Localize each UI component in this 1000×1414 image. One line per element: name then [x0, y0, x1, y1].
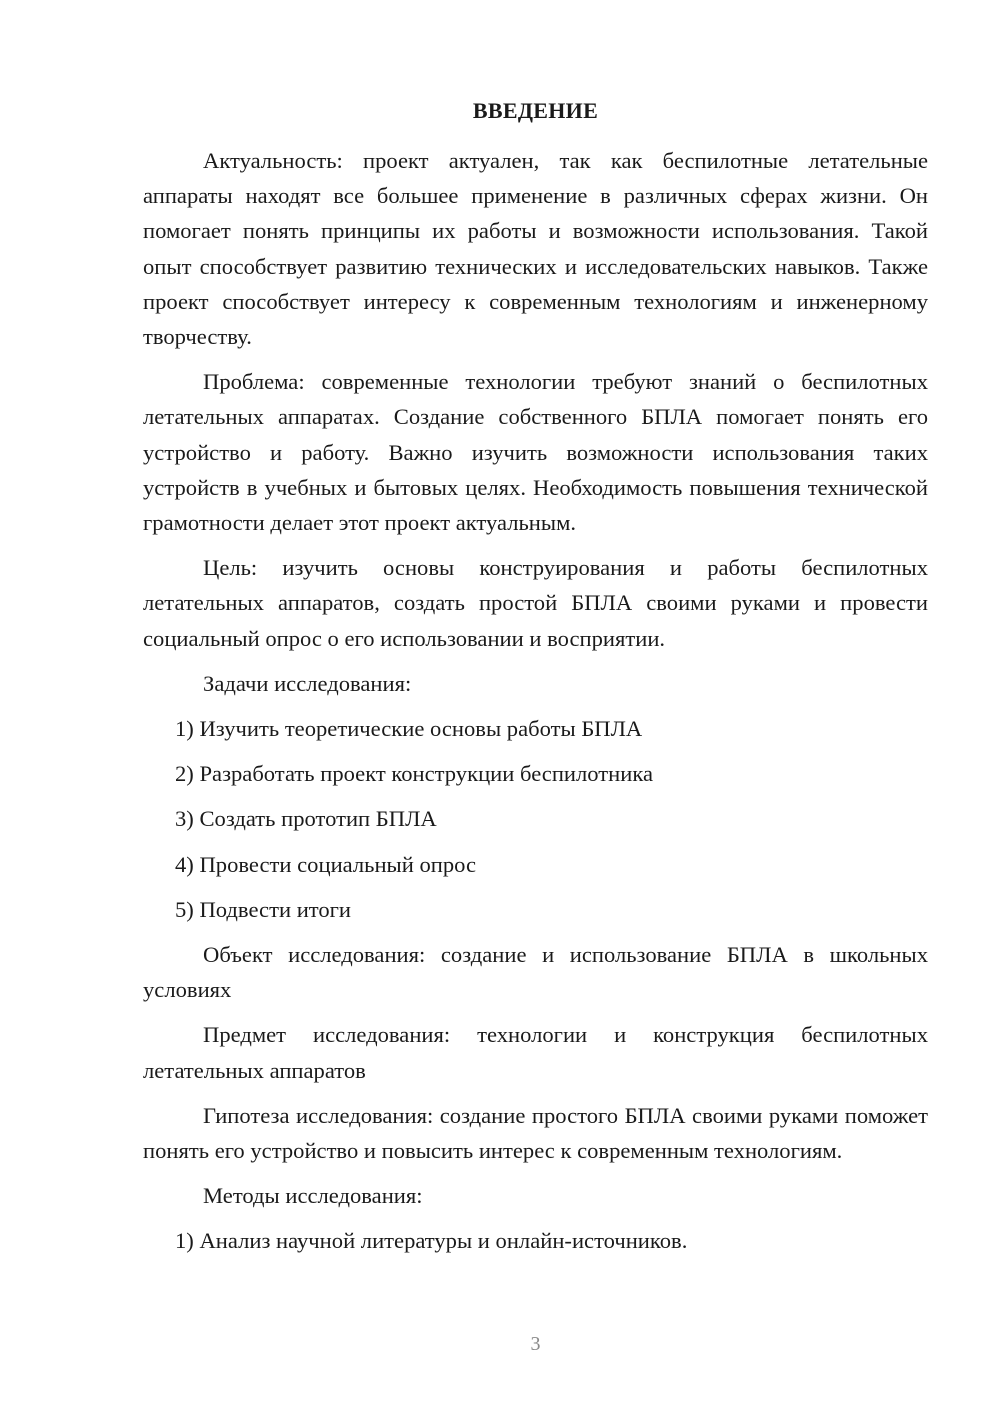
method-item: 1) Анализ научной литературы и онлайн-источников. [175, 1228, 688, 1254]
task-item: 4) Провести социальный опрос [175, 851, 477, 877]
task-item: 5) Подвести итоги [175, 896, 352, 922]
body-text [143, 143, 928, 1269]
methods-label: Методы исследования: [203, 1183, 423, 1209]
page-number: 3 [530, 1333, 541, 1355]
hypothesis-paragraph: Гипотеза исследования: создание простого БПЛА своими руками поможет понять его устройство и повысить интерес к современным технологиям. [143, 1102, 928, 1164]
tasks-label: Задачи исследования: [203, 670, 412, 696]
object-paragraph: Объект исследования: создание и использование БПЛА в школьных условиях [143, 942, 928, 1003]
relevance-paragraph: Актуальность: проект актуален, так как беспилотные летательные аппараты находят все большее применение в различных сферах жизни. Он помогает понять принципы их работы и возможности использования. Такой опыт способствует развитию технических и исследовательских навыков. Также проект способствует интересу к современным технологиям и инженерному творчеству. [143, 148, 928, 350]
problem-paragraph: Проблема: современные технологии требуют знаний о беспилотных летательных аппаратах. Создание собственного БПЛА помогает понять его устройство и работу. Важно изучить возможности использования таких устройств в учебных и бытовых целях. Необходимость повышения технической грамотности делает этот проект актуальным. [143, 369, 928, 536]
document-page [143, 0, 928, 1414]
page-title: ВВЕДЕНИЕ [472, 98, 599, 123]
subject-paragraph: Предмет исследования: технологии и конструкция беспилотных летательных аппаратов [143, 1022, 928, 1083]
task-item: 1) Изучить теоретические основы работы БПЛА [175, 716, 643, 742]
goal-paragraph: Цель: изучить основы конструирования и работы беспилотных летательных аппаратов, создать простой БПЛА своими руками и провести социальный опрос о его использовании и восприятии. [143, 555, 928, 651]
task-item: 3) Создать прототип БПЛА [175, 806, 437, 832]
task-item: 2) Разработать проект конструкции беспилотника [175, 761, 653, 787]
